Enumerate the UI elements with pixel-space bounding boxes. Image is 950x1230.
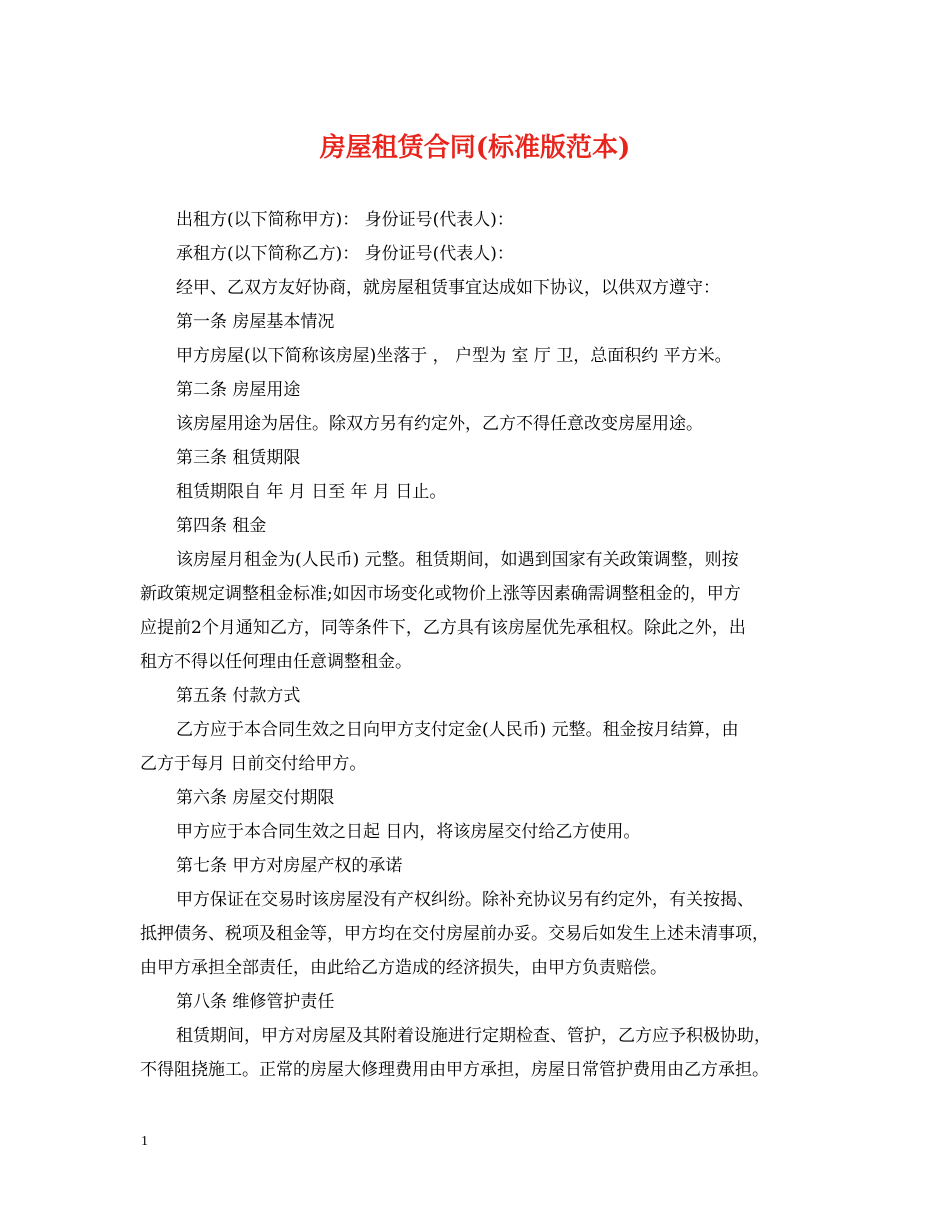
article-4-heading: 第四条 租金	[176, 516, 267, 536]
article-5-text-line: 乙方于每月 日前交付给甲方。	[140, 754, 367, 774]
article-8-text-line: 不得阻挠施工。正常的房屋大修理费用由甲方承担，房屋日常管护费用由乙方承担。	[140, 1060, 769, 1080]
party-b-line: 承租方(以下简称乙方)： 身份证号(代表人)：	[176, 244, 514, 264]
party-a-line: 出租方(以下简称甲方)： 身份证号(代表人)：	[176, 210, 514, 230]
article-7-heading: 第七条 甲方对房屋产权的承诺	[176, 856, 403, 876]
article-6-text: 甲方应于本合同生效之日起 日内，将该房屋交付给乙方使用。	[176, 822, 641, 842]
article-2-text: 该房屋用途为居住。除双方另有约定外，乙方不得任意改变房屋用途。	[176, 414, 703, 434]
article-5-text-line: 乙方应于本合同生效之日向甲方支付定金(人民币) 元整。租金按月结算，由	[176, 720, 739, 740]
article-8-text-line: 租赁期间，甲方对房屋及其附着设施进行定期检查、管护，乙方应予积极协助，	[176, 1026, 771, 1046]
article-8-heading: 第八条 维修管护责任	[176, 992, 335, 1012]
article-2-heading: 第二条 房屋用途	[176, 380, 301, 400]
article-4-text-line: 应提前2个月通知乙方，同等条件下，乙方具有该房屋优先承租权。除此之外，出	[140, 618, 746, 638]
article-7-text-line: 甲方保证在交易时该房屋没有产权纠纷。除补充协议另有约定外，有关按揭、	[176, 890, 754, 910]
article-1-text: 甲方房屋(以下简称该房屋)坐落于 ， 户型为 室 厅 卫，总面积约 平方米。	[176, 346, 732, 366]
article-4-text-line: 新政策规定调整租金标准;如因市场变化或物价上涨等因素确需调整租金的，甲方	[140, 584, 741, 604]
article-6-heading: 第六条 房屋交付期限	[176, 788, 335, 808]
article-3-heading: 第三条 租赁期限	[176, 448, 301, 468]
article-7-text-line: 由甲方承担全部责任，由此给乙方造成的经济损失，由甲方负责赔偿。	[140, 958, 667, 978]
article-1-heading: 第一条 房屋基本情况	[176, 312, 335, 332]
document-title: 房屋租赁合同(标准版范本)	[319, 133, 631, 163]
article-4-text-line: 租方不得以任何理由任意调整租金。	[140, 652, 412, 672]
page-number: 1	[141, 1134, 148, 1149]
article-4-text-line: 该房屋月租金为(人民币) 元整。租赁期间，如遇到国家有关政策调整，则按	[176, 550, 739, 570]
contract-body	[140, 203, 820, 1087]
article-5-heading: 第五条 付款方式	[176, 686, 301, 706]
intro-paragraph: 经甲、乙双方友好协商，就房屋租赁事宜达成如下协议，以供双方遵守：	[176, 278, 720, 298]
article-3-text: 租赁期限自 年 月 日至 年 月 日止。	[176, 482, 447, 502]
article-7-text-line: 抵押债务、税项及租金等，甲方均在交付房屋前办妥。交易后如发生上述未清事项，	[140, 924, 769, 944]
